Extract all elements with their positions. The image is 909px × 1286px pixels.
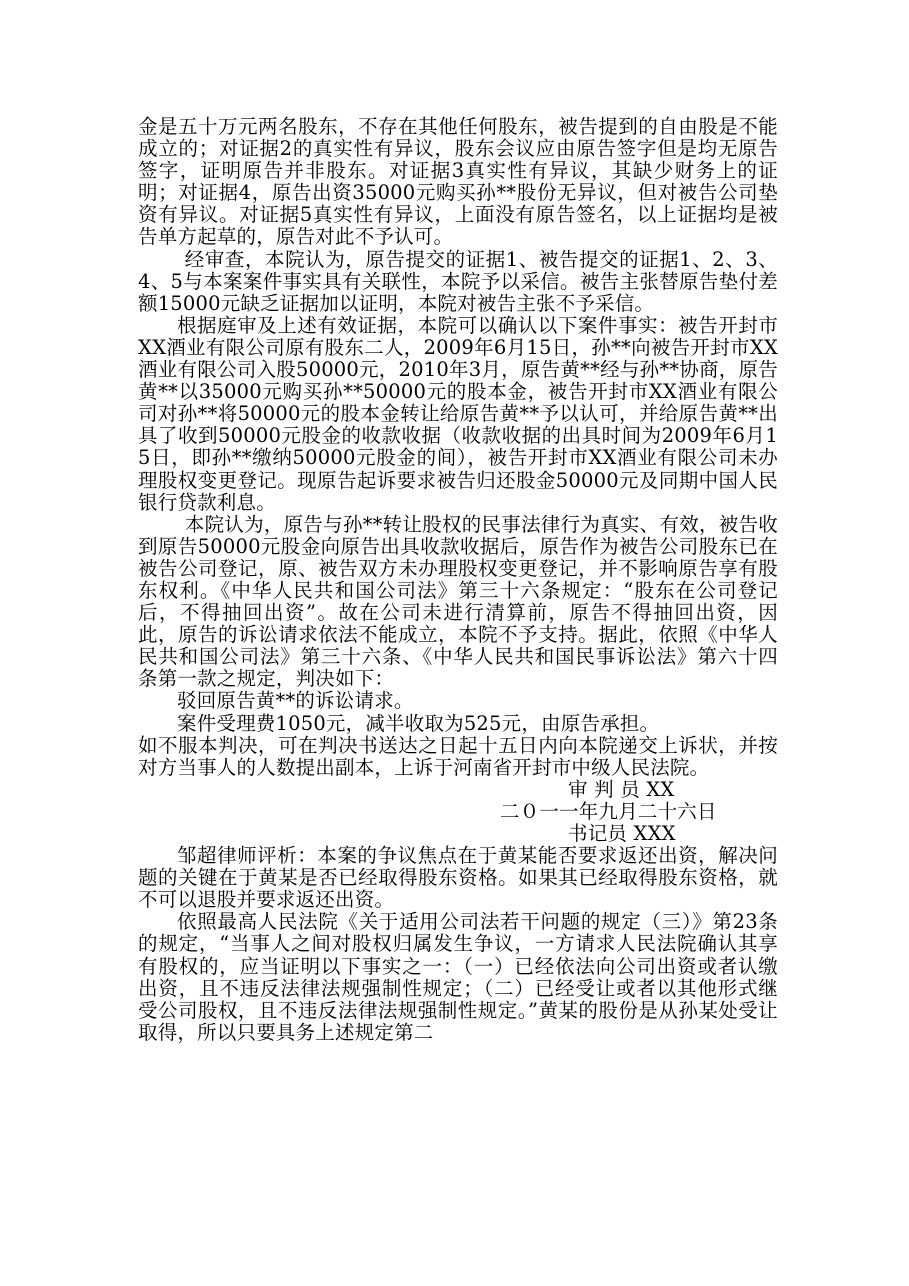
paragraph-legal-basis: 依照最高人民法院《关于适用公司法若干问题的规定（三）》第23条的规定，“当事人之间对股权归属发生争议，一方请求人民法院确认其享有股权的，应当证明以下事实之一：（一）已经依法向公司出资或者认缴出资，且不违反法律法规强制性规定；（二）已经受让或者以其他形式继受公司股权，且不违反法律法规强制性规定。”黄某的股份是从孙某处受让取得，所以只要具务上述规定第二: [138, 910, 778, 1044]
paragraph-judgment: 驳回原告黄**的诉讼请求。: [177, 689, 414, 713]
paragraph-court-opinion: 本院认为，原告与孙**转让股权的民事法律行为真实、有效，被告收到原告50000元股金向原告出具收款收据后，原告作为被告公司股东已在被告公司登记，原、被告双方未办理股权变更登记，并不影响原告享有股东权利。《中华人民共和国公司法》第三十六条规定：“股东在公司登记后，不得抽回出资”。故在公司未进行清算前，原告不得抽回出资，因此，原告的诉讼请求依法不能成立，本院不予支持。据此，依照《中华人民共和国公司法》第三十六条、《中华人民共和国民事诉讼法》第六十四条第一款之规定，判决如下：: [138, 512, 778, 691]
document-body: [138, 116, 778, 1044]
paragraph-court-fee: 案件受理费1050元，减半收取为525元，由原告承担。: [177, 711, 660, 735]
signature-clerk: 书记员 XXX: [568, 822, 676, 845]
paragraph-facts-found: 根据庭审及上述有效证据，本院可以确认以下案件事实：被告开封市XX酒业有限公司原有股东二人，2009年6月15日，孙**向被告开封市XX酒业有限公司入股50000元，2010年3月，原告黄**经与孙**协商，原告黄**以35000元购买孙**50000元的股本金，被告开封市XX酒业有限公司对孙**将50000元的股本金转让给原告黄**予以认可，并给原告黄**出具了收到50000元股金的收款收据（收款收据的出具时间为2009年6月15日，即孙**缴纳50000元股金的间），被告开封市XX酒业有限公司未办理股权变更登记。现原告起诉要求被告归还股金50000元及同期中国人民银行贷款利息。: [138, 313, 778, 514]
paragraph-evidence-objections: 金是五十万元两名股东，不存在其他任何股东，被告提到的自由股是不能成立的；对证据2的真实性有异议，股东会议应由原告签字但是均无原告签字，证明原告并非股东。对证据3真实性有异议，其缺少财务上的证明；对证据4，原告出资35000元购买孙**股份无异议，但对被告公司垫资有异议。对证据5真实性有异议，上面没有原告签名，以上证据均是被告单方起草的，原告对此不予认可。: [138, 115, 778, 249]
signature-date: 二０一一年九月二十六日: [500, 799, 717, 823]
paragraph-court-review: 经审查，本院认为，原告提交的证据1、被告提交的证据1、2、3、4、5与本案案件事实具有关联性，本院予以采信。被告主张替原告垫付差额15000元缺乏证据加以证明，本院对被告主张不予采信。: [138, 247, 778, 315]
signature-judge: 审 判 员 XX: [568, 777, 675, 801]
paragraph-lawyer-comment: 邹超律师评析：本案的争议焦点在于黄某能否要求返还出资，解决问题的关键在于黄某是否已经取得股东资格。如果其已经取得股东资格，就不可以退股并要求返还出资。: [138, 844, 778, 912]
paragraph-appeal-notice: 如不服本判决，可在判决书送达之日起十五日内向本院递交上诉状，并按对方当事人的人数提出副本，上诉于河南省开封市中级人民法院。: [138, 733, 778, 779]
